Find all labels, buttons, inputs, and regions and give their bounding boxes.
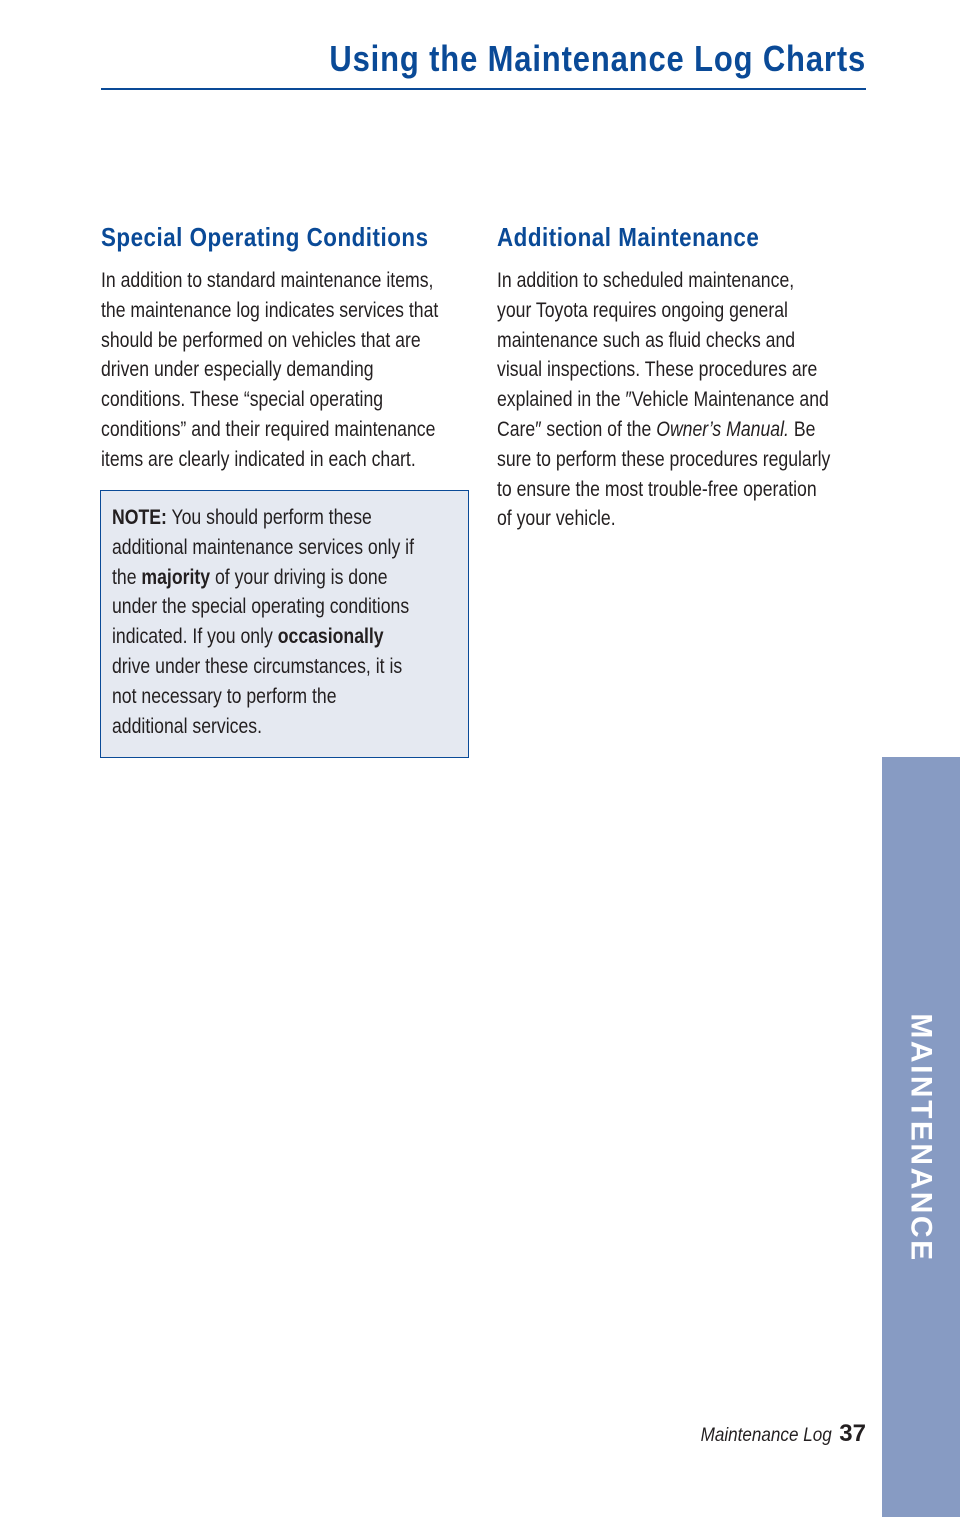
note-line: indicated. If you only occasionally — [112, 625, 384, 649]
additional-maintenance-heading: Additional Maintenance — [497, 222, 760, 252]
body-line: should be performed on vehicles that are — [101, 328, 421, 352]
note-line: drive under these circumstances, it is — [112, 654, 403, 678]
body-line: your Toyota requires ongoing general — [497, 298, 788, 322]
body-line: visual inspections. These procedures are — [497, 358, 818, 382]
special-conditions-body — [101, 266, 503, 475]
body-line: In addition to scheduled maintenance, — [497, 269, 795, 292]
body-line: conditions. These “special operating — [101, 388, 384, 412]
note-line: under the special operating conditions — [112, 595, 410, 619]
footer-label: Maintenance Log — [700, 1425, 832, 1446]
title-divider — [101, 88, 866, 90]
body-line: driven under especially demanding — [101, 358, 374, 382]
note-text — [112, 503, 472, 741]
body-line: conditions” and their required maintenance — [101, 417, 436, 441]
special-conditions-heading: Special Operating Conditions — [101, 222, 429, 252]
note-line: the majority of your driving is done — [112, 565, 388, 589]
body-line: of your vehicle. — [497, 507, 616, 531]
body-line: In addition to standard maintenance items, — [101, 269, 434, 292]
note-line: NOTE: You should perform these — [112, 506, 372, 529]
additional-maintenance-body — [497, 266, 894, 534]
emphasis-occasionally: occasionally — [277, 625, 384, 649]
body-line: the maintenance log indicates services that — [101, 298, 439, 322]
note-line: additional maintenance services only if — [112, 535, 415, 559]
page-number: 37 — [839, 1420, 866, 1447]
body-line: explained in the ″Vehicle Maintenance and — [497, 388, 829, 412]
body-line: sure to perform these procedures regularly — [497, 447, 831, 471]
note-line: not necessary to perform the — [112, 684, 337, 708]
body-line: maintenance such as fluid checks and — [497, 328, 796, 352]
note-line: additional services. — [112, 714, 263, 738]
section-tab-label: MAINTENANCE — [905, 1013, 939, 1263]
body-line: Care″ section of the Owner’s Manual. Be — [497, 417, 816, 441]
owners-manual-title: Owner’s Manual. — [656, 417, 789, 441]
page-title: Using the Maintenance Log Charts — [329, 38, 866, 79]
note-label: NOTE: — [112, 506, 167, 529]
body-line: to ensure the most trouble-free operation — [497, 477, 817, 501]
body-line: items are clearly indicated in each chart. — [101, 447, 416, 471]
emphasis-majority: majority — [141, 565, 211, 589]
page-footer — [686, 1420, 866, 1448]
